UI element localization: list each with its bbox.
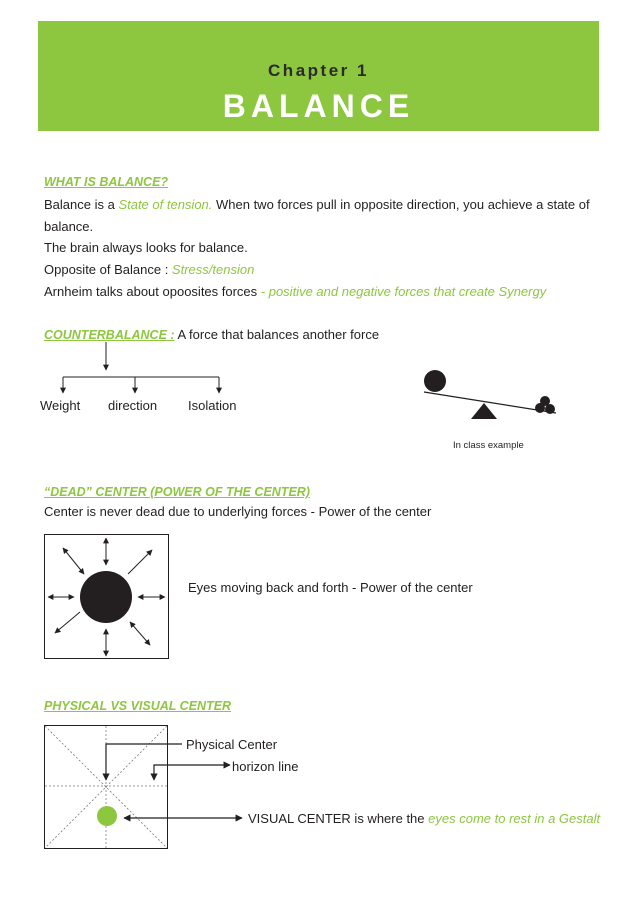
highlight-gestalt: eyes come to rest in a Gestalt [428,811,601,826]
page-title: BALANCE [222,88,415,124]
counterbalance-tree [63,342,219,393]
visual-center-label [248,811,600,826]
branch-label-direction: direction [108,398,158,413]
physical-center-label: Physical Center [186,737,278,752]
text-segment: When two forces pull in opposite direction, you achieve a state of [212,197,590,212]
brain-balance-line: The brain always looks for balance. [44,240,248,255]
seesaw-caption: In class example [453,440,524,451]
section-heading-counterbalance: COUNTERBALANCE : [44,328,175,342]
branch-label-isolation: Isolation [188,398,237,413]
branch-label-weight: Weight [40,398,81,413]
balance-definition-line-2: balance. [44,219,94,234]
highlight-state-of-tension: State of tension. [118,197,213,212]
text-segment: Arnheim talks about opoosites forces [44,284,258,299]
section-heading-physical-vs-visual: PHYSICAL VS VISUAL CENTER [44,699,232,713]
text-segment: Balance is a [44,197,119,212]
dead-center-caption: Eyes moving back and forth - Power of the center [188,580,473,595]
seesaw-example [424,370,556,419]
text-segment: Opposite of Balance : [44,262,172,277]
counterbalance-definition: A force that balances another force [174,327,380,342]
dead-center-description: Center is never dead due to underlying forces - Power of the center [44,504,432,519]
horizon-line-label: horizon line [232,759,299,774]
text-segment: VISUAL CENTER is where the [248,811,429,826]
highlight-stress-tension: Stress/tension [171,262,255,277]
highlight-synergy: - positive and negative forces that create Synergy [257,284,547,299]
section-heading-what-is-balance: WHAT IS BALANCE? [44,175,169,189]
dead-center-diagram [45,535,169,659]
section-heading-dead-center: “DEAD” CENTER (POWER OF THE CENTER) [44,485,310,499]
chapter-label: Chapter 1 [268,61,369,80]
